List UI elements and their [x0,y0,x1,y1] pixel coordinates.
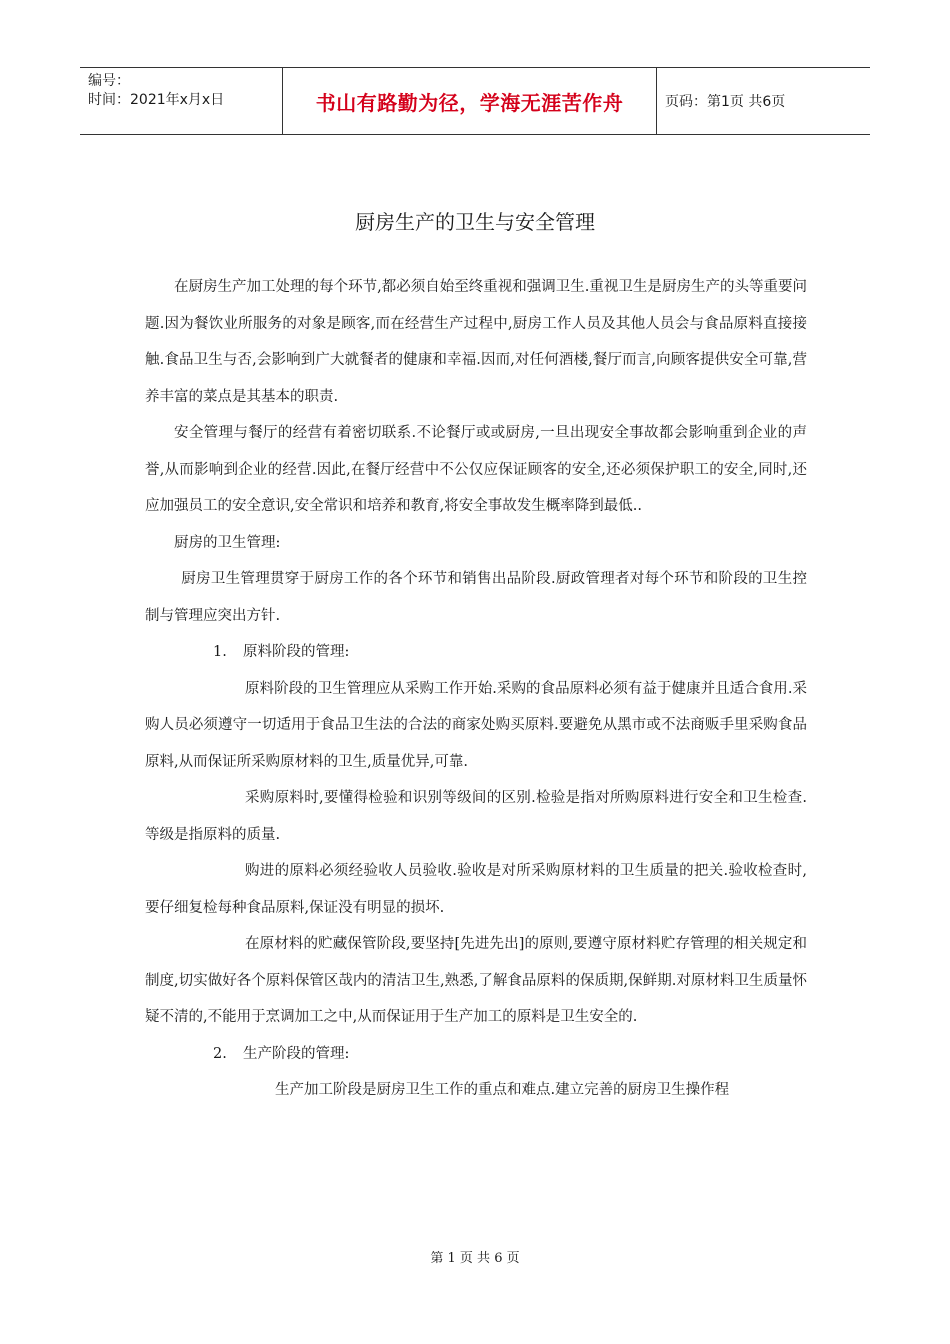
paragraph-raw-material: 原料阶段的卫生管理应从采购工作开始.采购的食品原料必须有益于健康并且适合食用.采购人员必须遵守一切适用于食品卫生法的合法的商家处购买原料.要避免从黑市或不法商贩手里采购食品原料,从而保证所采购原材料的卫生,质量优异,可靠. [145,680,807,770]
list-number-2: 2. [213,1045,227,1062]
header-motto: 书山有路勤为径，学海无涯苦作舟 [282,68,657,134]
paragraph-intro: 在厨房生产加工处理的每个环节,都必须自始至终重视和强调卫生.重视卫生是厨房生产的头等重要问题.因为餐饮业所服务的对象是顾客,而在经营生产过程中,厨房工作人员及其他人员会与食品原料直接接触.食品卫生与否,会影响到广大就餐者的健康和幸福.因而,对任何酒楼,餐厅而言,向顾客提供安全可靠,营养丰富的菜点是其基本的职责. [145,279,807,405]
document-header [80,67,870,135]
document-title: 厨房生产的卫生与安全管理 [355,210,595,234]
header-page-code: 页码：第1页 共6页 [665,94,786,110]
time-label: 时间：2021年x月x日 [88,92,225,108]
paragraph-acceptance: 购进的原料必须经验收人员验收.验收是对所采购原材料的卫生质量的把关.验收检查时,要仔细复检每种食品原料,保证没有明显的损坏. [145,863,807,916]
section-heading-hygiene: 厨房的卫生管理: [174,534,281,551]
number-label: 编号： [88,73,130,89]
header-meta [80,68,282,134]
list-label-2: 生产阶段的管理: [243,1045,350,1062]
paragraph-safety: 安全管理与餐厅的经营有着密切联系.不论餐厅或或厨房,一旦出现安全事故都会影响重到企业的声誉,从而影响到企业的经营.因此,在餐厅经营中不公仅应保证顾客的安全,还必须保护职工的安全,同时,还应加强员工的安全意识,安全常识和培养和教育,将安全事故发生概率降到最低.. [145,425,807,514]
paragraph-hygiene-overview: 厨房卫生管理贯穿于厨房工作的各个环节和销售出品阶段.厨政管理者对每个环节和阶段的卫生控制与管理应突出方针. [145,571,807,624]
list-item-1 [145,634,807,671]
list-number-1: 1. [213,644,227,660]
paragraph-purchase-inspection: 采购原料时,要懂得检验和识别等级间的区别.检验是指对所购原料进行安全和卫生检查.等级是指原料的质量. [145,790,807,843]
document-body [145,269,807,1109]
page-footer: 第 1 页 共 6 页 [430,1251,520,1266]
list-item-2 [145,1036,807,1073]
list-label-1: 原料阶段的管理: [243,644,350,660]
paragraph-production: 生产加工阶段是厨房卫生工作的重点和难点.建立完善的厨房卫生操作程 [275,1082,730,1098]
paragraph-storage: 在原材料的贮藏保管阶段,要坚持[先进先出]的原则,要遵守原材料贮存管理的相关规定和制度,切实做好各个原料保管区哉内的清洁卫生,熟悉,了解食品原料的保质期,保鲜期.对原材料卫生质量怀疑不清的,不能用于烹调加工之中,从而保证用于生产加工的原料是卫生安全的. [145,936,807,1025]
